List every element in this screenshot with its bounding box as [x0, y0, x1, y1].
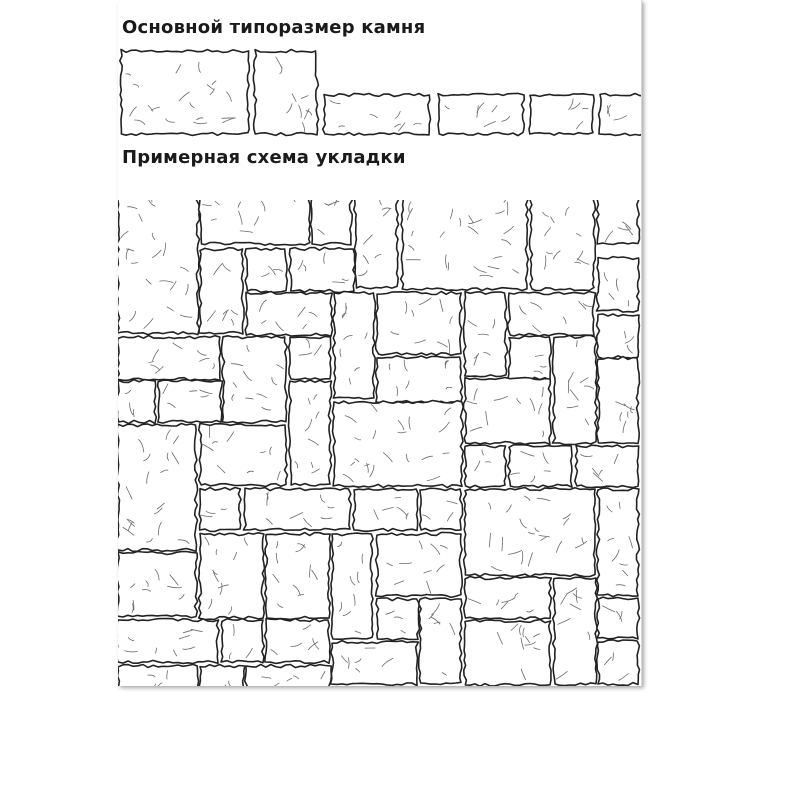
stone-size-samples — [118, 40, 641, 140]
stone-outline — [596, 488, 639, 597]
paving-stone — [597, 314, 640, 359]
stone-outline — [575, 445, 639, 488]
stone-outline — [199, 248, 244, 334]
stone-outline — [118, 552, 198, 618]
paving-stone — [376, 356, 463, 404]
stone-outline — [118, 336, 221, 381]
stone-outline — [438, 93, 524, 135]
paving-stone — [354, 200, 399, 289]
paving-stone — [199, 665, 245, 687]
paving-stone — [333, 291, 376, 399]
laying-scheme-heading: Примерная схема укладки — [122, 147, 406, 168]
stone-outline — [464, 378, 552, 445]
stone-outline — [245, 292, 332, 337]
stone-outline — [199, 200, 311, 245]
main-stone-size-heading: Основной типоразмер камня — [122, 17, 426, 38]
paving-stone — [265, 619, 331, 664]
paving-stone — [507, 445, 572, 488]
paving-stone — [243, 488, 351, 531]
paving-stone — [118, 664, 199, 686]
stone-outline — [198, 533, 264, 620]
stone-outline — [118, 380, 156, 424]
paving-stone — [265, 533, 331, 620]
paving-stone — [553, 577, 598, 685]
stone-outline — [596, 200, 639, 245]
paving-stone — [118, 380, 156, 424]
paving-stone — [597, 597, 640, 639]
paving-stone — [596, 488, 639, 597]
stone-outline — [464, 620, 552, 686]
paving-stone — [198, 533, 264, 620]
paving-stone — [463, 292, 507, 377]
stone-outline — [376, 292, 463, 356]
paving-stone — [464, 577, 552, 620]
paving-stone — [419, 598, 463, 685]
stone-size-sample — [529, 94, 594, 135]
paving-stone — [118, 424, 198, 552]
stone-outline — [376, 598, 420, 641]
laying-pattern-diagram — [118, 200, 641, 686]
stone-outline — [253, 50, 318, 136]
paving-stone — [245, 292, 332, 337]
stone-outline — [199, 488, 241, 532]
paving-stone — [222, 336, 288, 424]
stone-outline — [464, 577, 552, 620]
stone-outline — [552, 336, 597, 445]
paving-stone — [158, 380, 223, 423]
stone-outline — [464, 445, 507, 488]
paving-stone — [464, 488, 596, 577]
paving-stone — [401, 200, 529, 291]
stone-outline — [529, 94, 594, 135]
paving-stone — [118, 619, 219, 664]
paving-stone — [552, 336, 597, 445]
paving-stone — [376, 532, 463, 597]
stone-outline — [245, 664, 332, 686]
paving-stone — [118, 552, 198, 618]
stone-outline — [597, 640, 640, 686]
stone-outline — [311, 200, 353, 245]
paving-stone — [245, 248, 287, 292]
stone-outline — [199, 665, 245, 687]
paving-stone — [330, 641, 418, 686]
paving-stone — [245, 664, 332, 686]
stone-outline — [507, 445, 572, 488]
paving-stone — [464, 378, 552, 445]
stone-outline — [553, 577, 598, 685]
stone-outline — [530, 200, 596, 291]
stone-outline — [118, 200, 200, 335]
stone-outline — [331, 533, 373, 639]
paving-stone — [596, 257, 639, 313]
paving-stone — [420, 488, 463, 531]
stone-outline — [376, 532, 463, 597]
stone-outline — [597, 314, 640, 359]
paving-stone — [596, 200, 639, 245]
paving-stone — [221, 619, 264, 663]
paving-stone — [118, 336, 221, 381]
paving-stone — [464, 620, 552, 686]
stone-outline — [265, 619, 331, 664]
stone-outline — [508, 336, 551, 380]
paving-stone — [376, 598, 420, 641]
paving-stone — [289, 247, 356, 292]
stone-outline — [330, 641, 418, 686]
paving-stone — [199, 248, 244, 334]
stone-size-sample — [599, 94, 641, 136]
stone-outline — [120, 49, 250, 135]
paving-stone — [199, 200, 311, 245]
paving-stone — [530, 200, 596, 291]
stone-outline — [323, 93, 431, 135]
stone-outline — [597, 357, 640, 444]
stone-size-sample — [323, 93, 431, 135]
stone-outline — [401, 200, 529, 291]
stone-outline — [222, 336, 288, 424]
stone-outline — [332, 401, 463, 488]
stone-outline — [118, 664, 199, 686]
paving-stone — [464, 445, 507, 488]
paving-stone — [376, 292, 463, 356]
stone-outline — [289, 247, 356, 292]
paving-stone — [289, 380, 332, 486]
stone-outline — [199, 423, 288, 486]
paving-stone — [199, 423, 288, 486]
stone-outline — [599, 94, 641, 136]
stone-outline — [243, 488, 351, 531]
paving-stone — [289, 336, 331, 379]
stone-outline — [221, 619, 264, 663]
stone-outline — [419, 598, 463, 685]
paving-stone — [332, 401, 463, 488]
paving-stone — [331, 533, 373, 639]
paving-stone — [311, 200, 353, 245]
paving-stone — [575, 445, 639, 488]
stone-outline — [420, 488, 463, 531]
stone-outline — [596, 257, 639, 313]
stone-outline — [289, 380, 332, 486]
stone-size-sample — [253, 50, 318, 136]
stone-outline — [508, 292, 596, 337]
paving-stone — [118, 200, 200, 335]
stone-outline — [289, 336, 331, 379]
paving-stone — [597, 640, 640, 686]
stone-outline — [158, 380, 223, 423]
stone-outline — [597, 597, 640, 639]
stone-size-sample — [120, 49, 250, 135]
paving-stone — [199, 488, 241, 532]
paving-stone — [508, 336, 551, 380]
paving-stone — [508, 292, 596, 337]
stone-outline — [333, 291, 376, 399]
paving-stone — [353, 488, 419, 531]
paving-stone — [597, 357, 640, 444]
stone-outline — [376, 356, 463, 404]
stone-size-sample — [438, 93, 524, 135]
